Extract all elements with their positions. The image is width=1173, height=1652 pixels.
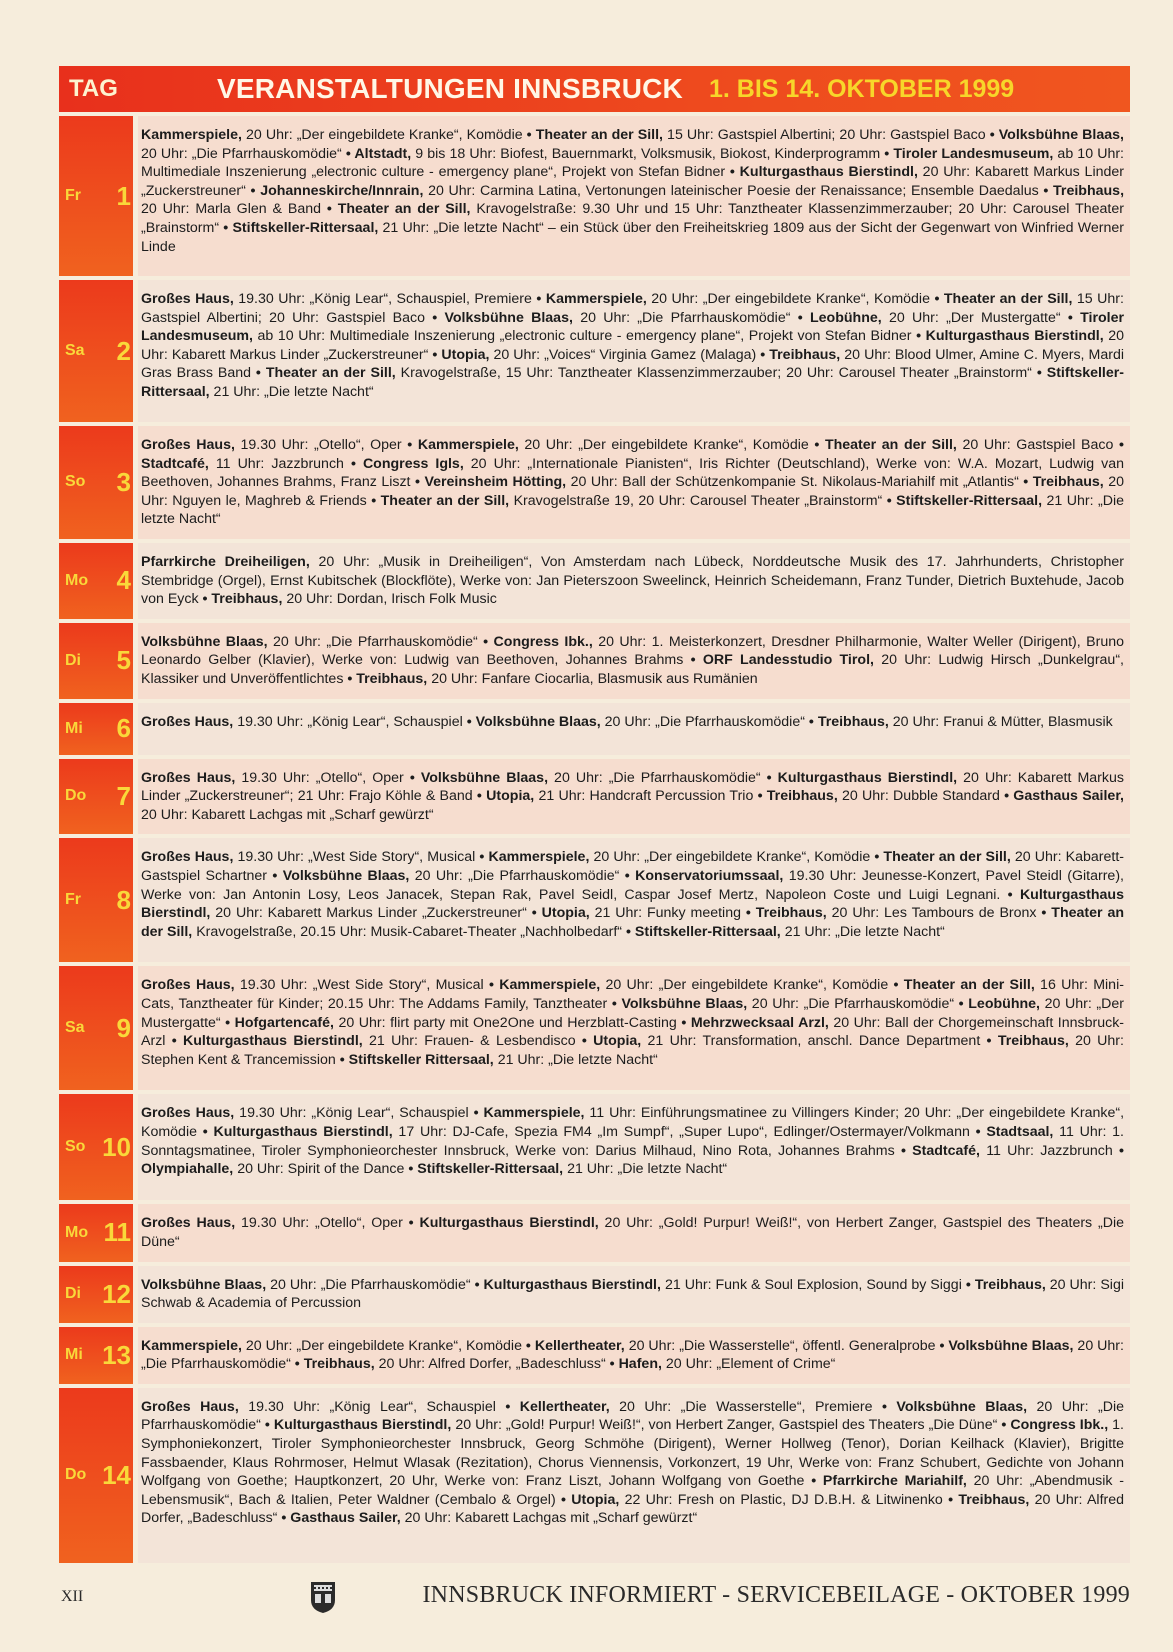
bullet-separator: • [220, 1014, 235, 1031]
venue-name: Treibhaus, [769, 346, 841, 363]
bullet-separator: • [366, 492, 381, 509]
venue-name: Leobühne, [809, 309, 882, 326]
bullet-separator: • [555, 1491, 572, 1508]
venue-name: Theater an der Sill, [535, 127, 663, 143]
venue-name: Volksbühne Blaas, [282, 867, 410, 884]
weekday-label: Di [65, 651, 81, 669]
venue-name: Volksbühne Blaas, [896, 1398, 1028, 1415]
bullet-separator: • [756, 346, 770, 363]
bullet-separator: • [997, 1417, 1011, 1434]
weekday-label: So [65, 1138, 86, 1156]
bullet-separator: • [1113, 437, 1124, 453]
day-number: 3 [116, 466, 131, 497]
venue-name: Treibhaus, [1032, 474, 1104, 491]
venue-name: Theater an der Sill, [824, 437, 957, 453]
venue-name: Stiftskeller-Rittersaal, [141, 365, 1125, 400]
venue-name: Utopia, [441, 346, 490, 363]
venue-name: Stiftskeller-Rittersaal, [417, 1161, 564, 1178]
bullet-separator: • [531, 291, 546, 307]
venue-name: Tiroler Landesmuseum, [893, 145, 1054, 162]
venue-name: Theater an der Sill, [903, 977, 1035, 994]
bullet-separator: • [870, 849, 884, 866]
bullet-separator: • [219, 219, 233, 236]
venue-name: Congress Ibk., [1010, 1417, 1109, 1434]
date-range: 1. BIS 14. OKTOBER 1999 [708, 74, 1015, 103]
venue-name: Treibhaus, [755, 905, 827, 922]
venue-name: Utopia, [486, 788, 535, 805]
bullet-separator: • [1018, 474, 1033, 491]
bullet-separator: • [335, 1051, 349, 1068]
bullet-separator: • [607, 995, 622, 1012]
bullet-separator: • [961, 1276, 975, 1293]
bullet-separator: • [475, 849, 489, 866]
weekday-label: Do [65, 787, 87, 805]
weekday-label: Mi [65, 719, 83, 737]
bullet-separator: • [1000, 886, 1020, 903]
events-text: Großes Haus, 19.30 Uhr: „König Lear“, Schauspiel, Premiere • Kammerspiele, 20 Uhr: „Der eingebildete Kranke“, Komödie • Theater an der Sill, 15 Uhr: Gastspiel Albertini; 20 Uhr: Gastspiel Baco • Volksbühne Blaas, 20 Uhr: „Die Pfarrhauskomödie“ • Leobühne, 20 Uhr: „Der Mustergatte“ • Tiroler Landesmuseum, ab 10 Uhr: Multimediale Inszenierung „electronic culture - emergency plane“, Projekt von Stefan Bidner • Kulturgasthaus Bierstindl, 20 Uhr: Kabarett Markus Linder „Zuckerstreuner“ • Utopia, 20 Uhr: „Voices“ Virginia Gamez (Malaga) • Treibhaus, 20 Uhr: Blood Ulmer, Amine C. Myers, Mardi Gras Brass Band • Theater an der Sill, Kravogelstraße, 15 Uhr: Tanztheater Klassenzimmerzauber; 20 Uhr: Carousel Theater „Brainstorm“ • Stiftskeller-Rittersaal, 21 Uhr: „Die letzte Nacht“ [138, 280, 1130, 422]
venue-name: Kellertheater, [519, 1398, 610, 1415]
venue-name: Kammerspiele, [141, 127, 242, 143]
bullet-separator: • [935, 1337, 949, 1354]
venue-name: Kulturgasthaus Bierstindl, [141, 886, 1124, 922]
page-title: VERANSTALTUNGEN INNSBRUCK [217, 73, 683, 104]
venue-name: Altstadt, [354, 145, 412, 162]
venue-name: Großes Haus, [141, 769, 236, 786]
venue-name: Treibhaus, [974, 1276, 1046, 1293]
bullet-separator: • [999, 788, 1014, 805]
day-cell [59, 1094, 133, 1200]
venue-name: Kellertheater, [534, 1337, 625, 1354]
day-cell [59, 966, 133, 1090]
events-text: Kammerspiele, 20 Uhr: „Der eingebildete Kranke“, Komödie • Kellertheater, 20 Uhr: „Die Wasserstelle“, öffentl. Generalprobe • Volksbühne Blaas, 20 Uhr: „Die Pfarrhauskomödie“ • Treibhaus, 20 Uhr: Alfred Dorfer, „Badeschluss“ • Hafen, 20 Uhr: „Element of Crime“ [138, 1327, 1130, 1384]
weekday-label: Mi [65, 1346, 83, 1364]
venue-name: Großes Haus, [141, 1398, 239, 1415]
bullet-separator: • [808, 437, 825, 453]
venue-name: Pfarrkirche Mariahilf, [822, 1473, 967, 1490]
bullet-separator: • [277, 1510, 291, 1527]
bullet-separator: • [526, 905, 542, 922]
venue-name: Gasthaus Sailer, [1013, 788, 1124, 805]
events-text: Großes Haus, 19.30 Uhr: „König Lear“, Schauspiel • Volksbühne Blaas, 20 Uhr: „Die Pfarrhauskomödie“ • Treibhaus, 20 Uhr: Franui & Mütter, Blasmusik [138, 703, 1130, 755]
day-cell [59, 116, 133, 276]
day-number: 11 [103, 1217, 131, 1248]
day-number: 4 [116, 565, 131, 596]
bullet-separator: • [888, 977, 904, 994]
day-row [59, 966, 1130, 1090]
events-text: Kammerspiele, 20 Uhr: „Der eingebildete Kranke“, Komödie • Theater an der Sill, 15 Uhr: Gastspiel Albertini; 20 Uhr: Gastspiel Baco • Volksbühne Blaas, 20 Uhr: „Die Pfarrhauskomödie“ • Altstadt, 9 bis 18 Uhr: Biofest, Bauernmarkt, Volksmusik, Biokost, Kinderprogramm • Tiroler Landesmuseum, ab 10 Uhr: Multimediale Inszenierung „electronic culture - emergency plane“, Projekt von Stefan Bidner • Kulturgasthaus Bierstindl, 20 Uhr: Kabarett Markus Linder „Zuckerstreuner“ • Johanneskirche/Innrain, 20 Uhr: Carmina Latina, Vertonungen lateinischer Poesie der Renaissance; Ensemble Daedalus • Treibhaus, 20 Uhr: Marla Glen & Band • Theater an der Sill, Kravogelstraße: 9.30 Uhr und 15 Uhr: Tanztheater Klassenzimmerzauber; 20 Uhr: Carousel Theater „Brainstorm“ • Stiftskeller-Rittersaal, 21 Uhr: „Die letzte Nacht“ – ein Stück über den Freiheitskrieg 1809 aus der Sicht der Gegenwart von Winfried Werner Linde [138, 116, 1130, 276]
venue-name: Theater an der Sill, [265, 365, 396, 382]
bullet-separator: • [605, 1356, 619, 1373]
venue-name: Kulturgasthaus Bierstindl, [925, 328, 1104, 345]
venue-name: Treibhaus, [356, 670, 428, 687]
events-text: Großes Haus, 19.30 Uhr: „West Side Story“, Musical • Kammerspiele, 20 Uhr: „Der eingebildete Kranke“, Komödie • Theater an der Sill, 16 Uhr: Mini-Cats, Tanztheater für Kinder; 20.15 Uhr: The Addams Family, Tanztheater • Volksbühne Blaas, 20 Uhr: „Die Pfarrhauskomödie“ • Leobühne, 20 Uhr: „Der Mustergatte“ • Hofgartencafé, 20 Uhr: flirt party mit One2One und Herzblatt-Casting • Mehrzwecksaal Arzl, 20 Uhr: Ball der Chorgemeinschaft Innsbruck-Arzl • Kulturgasthaus Bierstindl, 21 Uhr: Frauen- & Lesbendisco • Utopia, 21 Uhr: Transformation, anschl. Dance Department • Treibhaus, 20 Uhr: Stephen Kent & Trancemission • Stiftskeller Rittersaal, 21 Uhr: „Die letzte Nacht“ [138, 966, 1130, 1090]
weekday-label: Do [65, 1466, 87, 1484]
calendar-header [59, 66, 1130, 112]
day-cell [59, 838, 133, 962]
venue-name: Treibhaus, [958, 1491, 1030, 1508]
venue-name: Treibhaus, [766, 788, 838, 805]
venue-name: Kulturgasthaus Bierstindl, [273, 1417, 452, 1434]
day-cell [59, 426, 133, 539]
venue-name: Theater an der Sill, [943, 291, 1073, 307]
day-row [59, 623, 1130, 699]
venue-name: Großes Haus, [141, 1105, 235, 1122]
venue-name: Volksbühne Blaas, [420, 769, 549, 786]
venue-name: Treibhaus, [997, 1033, 1069, 1050]
venue-name: Großes Haus, [141, 977, 235, 994]
bullet-separator: • [483, 977, 500, 994]
bullet-separator: • [245, 182, 261, 199]
venue-name: Volksbühne Blaas, [621, 995, 748, 1012]
venue-name: Utopia, [593, 1033, 642, 1050]
bullet-separator: • [683, 652, 703, 669]
day-number: 9 [116, 1012, 131, 1043]
weekday-label: Sa [65, 1019, 85, 1037]
venue-name: Treibhaus, [211, 591, 283, 608]
bullet-separator: • [521, 1337, 535, 1354]
bullet-separator: • [403, 769, 421, 786]
day-cell [59, 759, 133, 835]
venue-name: Theater an der Sill, [141, 905, 1125, 940]
bullet-separator: • [522, 127, 536, 143]
venue-name: Pfarrkirche Dreiheiligen, [141, 553, 310, 570]
events-text: Volksbühne Blaas, 20 Uhr: „Die Pfarrhauskomödie“ • Congress Ibk., 20 Uhr: 1. Meisterkonzert, Dresdner Philharmonie, Walter Weller (Dirigent), Bruno Leonardo Gelber (Klavier), Werke von: Ludwig van Beethoven, Johannes Brahms • ORF Landesstudio Tirol, 20 Uhr: Ludwig Hirsch „Dunkelgrau“, Klassiker und Unveröffentlichtes • Treibhaus, 20 Uhr: Fanfare Ciocarlia, Blasmusik aus Rumänien [138, 623, 1130, 699]
bullet-separator: • [980, 1033, 998, 1050]
venue-name: Stiftskeller-Rittersaal, [232, 219, 379, 236]
bullet-separator: • [1060, 309, 1081, 326]
events-text: Großes Haus, 19.30 Uhr: „König Lear“, Schauspiel • Kellertheater, 20 Uhr: „Die Wasserstelle“, Premiere • Volksbühne Blaas, 20 Uhr: „Die Pfarrhauskomödie“ • Kulturgasthaus Bierstindl, 20 Uhr: „Gold! Purpur! Weiß!“, von Herbert Zanger, Gastspiel des Theaters „Die Düne“ • Congress Ibk., 1. Symphoniekonzert, Tiroler Symphonieorchester Innsbruck, Georg Schmöhe (Dirigent), Werner Hollweg (Tenor), Dorian Keilhack (Klavier), Brigitte Fassbaender, Klaus Rohrmoser, Helmut Wlasak (Rezitation), Chorus Viennensis, Vorkonzert, 19 Uhr, Werke von: Franz Schubert, Gedichte von Johann Wolfgang von Goethe; Hauptkonzert, 20 Uhr, Werke von: Franz Liszt, Johann Wolfgang von Goethe • Pfarrkirche Mariahilf, 20 Uhr: „Abendmusik - Lebensmusik“, Bach & Italien, Peter Waldner (Cembalo & Orgel) • Utopia, 22 Uhr: Fresh on Plastic, DJ D.B.H. & Litwinenko • Treibhaus, 20 Uhr: Alfred Dorfer, „Badeschluss“ • Gasthaus Sailer, 20 Uhr: Kabarett Lachgas mit „Scharf gewürzt“ [138, 1388, 1130, 1563]
venue-name: Großes Haus, [141, 437, 235, 453]
venue-name: ORF Landesstudio Tirol, [702, 652, 874, 669]
venue-name: Großes Haus, [141, 713, 234, 730]
venue-name: Stiftskeller-Rittersaal, [896, 492, 1043, 509]
bullet-separator: • [880, 145, 894, 162]
venue-name: Kammerspiele, [499, 977, 601, 994]
bullet-separator: • [341, 145, 355, 162]
venue-name: Utopia, [571, 1491, 620, 1508]
bullet-separator: • [1031, 365, 1047, 382]
venue-name: Johanneskirche/Innrain, [260, 182, 424, 199]
bullet-separator: • [619, 867, 636, 884]
weekday-label: Sa [65, 342, 85, 359]
events-text: Großes Haus, 19.30 Uhr: „Otello“, Oper • Kammerspiele, 20 Uhr: „Der eingebildete Kranke“, Komödie • Theater an der Sill, 20 Uhr: Gastspiel Baco • Stadtcafé, 11 Uhr: Jazzbrunch • Congress Igls, 20 Uhr: „Internationale Pianisten“, Iris Richter (Deutschland), Werke von: W.A. Mozart, Ludwig van Beethoven, Johannes Brahms, Franz Liszt • Vereinsheim Hötting, 20 Uhr: Ball der Schützenkompanie St. Nikolaus-Mariahilf mit „Atlantis“ • Treibhaus, 20 Uhr: Nguyen le, Maghreb & Friends • Theater an der Sill, Kravogelstraße 19, 20 Uhr: Carousel Theater „Brainstorm“ • Stiftskeller-Rittersaal, 21 Uhr: „Die letzte Nacht“ [138, 426, 1130, 539]
venue-name: Treibhaus, [1053, 182, 1125, 199]
bullet-separator: • [725, 164, 740, 181]
bullet-separator: • [929, 291, 944, 307]
day-row [59, 426, 1130, 539]
venue-name: Kammerspiele, [141, 1337, 242, 1354]
innsbruck-crest-icon [310, 1580, 336, 1614]
venue-name: Tiroler Landesmuseum, [141, 309, 1125, 345]
bullet-separator: • [462, 713, 476, 730]
venue-name: Leobühne, [968, 995, 1040, 1012]
venue-name: Volksbühne Blaas, [444, 309, 573, 326]
events-text: Pfarrkirche Dreiheiligen, 20 Uhr: „Musik in Dreiheiligen“, Von Amsterdam nach Lübeck, Norddeutsche Musik des 17. Jahrhunderts, Christopher Stembridge (Orgel), Ernst Kubitschek (Blockflöte), Werke von: Jan Pieterszoon Sweelinck, Heinrich Scheidemann, Franz Tunder, Dietrich Buxtehude, Jacob von Eyck • Treibhaus, 20 Uhr: Dordan, Irisch Folk Music [138, 543, 1130, 619]
venue-name: Kammerspiele, [483, 1105, 585, 1122]
venue-name: Kulturgasthaus Bierstindl, [183, 1033, 363, 1050]
day-cell [59, 1388, 133, 1563]
weekday-label: Di [65, 1285, 81, 1303]
bullet-separator: • [741, 905, 756, 922]
venue-name: Vereinsheim Hötting, [424, 474, 567, 491]
weekday-label: Fr [65, 187, 81, 204]
venue-name: Kulturgasthaus Bierstindl, [213, 1123, 393, 1140]
bullet-separator: • [321, 201, 338, 218]
day-cell [59, 543, 133, 619]
page-footer [59, 1580, 1130, 1614]
venue-name: Congress Ibk., [493, 633, 593, 650]
day-cell [59, 1327, 133, 1384]
venue-name: Volksbühne Blaas, [141, 633, 268, 650]
weekday-label: So [65, 473, 86, 491]
venue-name: Konservatoriumssaal, [635, 867, 784, 884]
bullet-separator: • [1112, 1142, 1124, 1159]
bullet-separator: • [872, 1398, 897, 1415]
bullet-separator: • [402, 1215, 420, 1232]
venue-name: Stiftskeller-Rittersaal, [634, 923, 781, 940]
bullet-separator: • [472, 788, 487, 805]
day-cell [59, 1266, 133, 1323]
bullet-separator: • [428, 346, 442, 363]
day-number: 1 [116, 180, 131, 211]
bullet-separator: • [251, 365, 266, 382]
day-row [59, 1094, 1130, 1200]
bullet-separator: • [804, 1473, 823, 1490]
day-row [59, 703, 1130, 755]
day-row [59, 1204, 1130, 1261]
venue-name: Volksbühne Blaas, [141, 1276, 267, 1293]
venue-name: Stiftskeller Rittersaal, [348, 1051, 494, 1068]
venue-name: Treibhaus, [817, 713, 889, 730]
bullet-separator: • [401, 437, 418, 453]
bullet-separator: • [575, 1033, 594, 1050]
day-row [59, 116, 1130, 276]
bullet-separator: • [197, 1123, 214, 1140]
bullet-separator: • [165, 1033, 183, 1050]
venue-name: Kammerspiele, [488, 849, 590, 866]
venue-name: Theater an der Sill, [380, 492, 510, 509]
day-row [59, 1266, 1130, 1323]
venue-name: Volksbühne Blaas, [475, 713, 601, 730]
day-row [59, 759, 1130, 835]
events-text: Großes Haus, 19.30 Uhr: „Otello“, Oper • Volksbühne Blaas, 20 Uhr: „Die Pfarrhauskomödie“ • Kulturgasthaus Bierstindl, 20 Uhr: Kabarett Markus Linder „Zuckerstreuner“; 21 Uhr: Frajo Köhle & Band • Utopia, 21 Uhr: Handcraft Percussion Trio • Treibhaus, 20 Uhr: Dubble Standard • Gasthaus Sailer, 20 Uhr: Kabarett Lachgas mit „Scharf gewürzt“ [138, 759, 1130, 835]
bullet-separator: • [882, 492, 897, 509]
day-row [59, 1388, 1130, 1563]
day-number: 2 [116, 335, 131, 366]
day-cell [59, 280, 133, 422]
bullet-separator: • [424, 309, 445, 326]
venue-name: Kulturgasthaus Bierstindl, [777, 769, 958, 786]
venue-name: Theater an der Sill, [883, 849, 1011, 866]
venue-name: Treibhaus, [303, 1356, 375, 1373]
venue-name: Großes Haus, [141, 849, 234, 866]
bullet-separator: • [468, 1105, 484, 1122]
venue-name: Hafen, [618, 1356, 662, 1373]
bullet-separator: • [622, 923, 635, 940]
venue-name: Stadtcafé, [912, 1142, 980, 1159]
bullet-separator: • [954, 995, 969, 1012]
bullet-separator: • [404, 1161, 418, 1178]
venue-name: Kulturgasthaus Bierstindl, [483, 1276, 661, 1293]
bullet-separator: • [760, 769, 778, 786]
events-calendar [59, 66, 1130, 1563]
venue-name: Kammerspiele, [417, 437, 519, 453]
day-list [59, 116, 1130, 1563]
weekday-label: Mo [65, 571, 89, 589]
venue-name: Gasthaus Sailer, [290, 1510, 401, 1527]
bullet-separator: • [198, 591, 212, 608]
bullet-separator: • [290, 1356, 304, 1373]
venue-name: Kammerspiele, [545, 291, 647, 307]
day-number: 5 [116, 645, 131, 676]
events-text: Volksbühne Blaas, 20 Uhr: „Die Pfarrhauskomödie“ • Kulturgasthaus Bierstindl, 21 Uhr: Funk & Soul Explosion, Sound by Siggi • Treibhaus, 20 Uhr: Sigi Schwab & Academia of Percussion [138, 1266, 1130, 1323]
day-row [59, 838, 1130, 962]
day-number: 10 [102, 1131, 131, 1162]
bullet-separator: • [804, 713, 818, 730]
publication-title: INNSBRUCK INFORMIERT - SERVICEBEILAGE - OKTOBER 1999 [422, 1582, 1130, 1608]
bullet-separator: • [969, 1123, 987, 1140]
venue-name: Großes Haus, [141, 291, 234, 307]
events-text: Großes Haus, 19.30 Uhr: „West Side Story“, Musical • Kammerspiele, 20 Uhr: „Der eingebildete Kranke“, Komödie • Theater an der Sill, 20 Uhr: Kabarett-Gastspiel Schartner • Volksbühne Blaas, 20 Uhr: „Die Pfarrhauskomödie“ • Konservatoriumssaal, 19.30 Uhr: Jeunesse-Konzert, Pavel Steidl (Gitarre), Werke von: Jan Antonin Losy, Leos Janacek, Stepan Rak, Pavel Seidl, Caspar Josef Mertz, Napoleon Coste und Luigi Legnani. • Kulturgasthaus Bierstindl, 20 Uhr: Kabarett Markus Linder „Zuckerstreuner“ • Utopia, 21 Uhr: Funky meeting • Treibhaus, 20 Uhr: Les Tambours de Bronx • Theater an der Sill, Kravogelstraße, 20.15 Uhr: Musik-Cabaret-Theater „Nachholbedarf“ • Stiftskeller-Rittersaal, 21 Uhr: „Die letzte Nacht“ [138, 838, 1130, 962]
bullet-separator: • [790, 309, 810, 326]
bullet-separator: • [753, 788, 767, 805]
venue-name: Congress Igls, [362, 455, 464, 472]
bullet-separator: • [911, 328, 926, 345]
events-text: Großes Haus, 19.30 Uhr: „Otello“, Oper • Kulturgasthaus Bierstindl, 20 Uhr: „Gold! Purpur! Weiß!“, von Herbert Zanger, Gastspiel des Theaters „Die Düne“ [138, 1204, 1130, 1261]
bullet-separator: • [985, 127, 999, 143]
weekday-label: Mo [65, 1223, 89, 1241]
venue-name: Olympiahalle, [141, 1161, 234, 1178]
day-row [59, 280, 1130, 422]
bullet-separator: • [676, 1014, 691, 1031]
bullet-separator: • [470, 1276, 484, 1293]
day-number: 7 [116, 780, 131, 811]
bullet-separator: • [410, 474, 425, 491]
bullet-separator: • [267, 867, 283, 884]
day-cell [59, 1204, 133, 1261]
weekday-label: Fr [65, 891, 81, 909]
day-row [59, 543, 1130, 619]
venue-name: Großes Haus, [141, 1215, 236, 1232]
day-cell [59, 623, 133, 699]
bullet-separator: • [477, 633, 494, 650]
venue-name: Stadtsaal, [986, 1123, 1054, 1140]
bullet-separator: • [942, 1491, 959, 1508]
day-number: 8 [116, 884, 131, 915]
events-text: Großes Haus, 19.30 Uhr: „König Lear“, Schauspiel • Kammerspiele, 11 Uhr: Einführungsmatinee zu Villingers Kinder; 20 Uhr: „Der eingebildete Kranke“, Komödie • Kulturgasthaus Bierstindl, 17 Uhr: DJ-Cafe, Spezia FM4 „Im Sumpf“, „Super Lupo“, Edlinger/Ostermayer/Volkmann • Stadtsaal, 11 Uhr: 1. Sonntagsmatinee, Tiroler Symphonieorchester Innsbruck, Werke von: Darius Milhaud, Nino Rota, Johannes Brahms • Stadtcafé, 11 Uhr: Jazzbrunch • Olympiahalle, 20 Uhr: Spirit of the Dance • Stiftskeller-Rittersaal, 21 Uhr: „Die letzte Nacht“ [138, 1094, 1130, 1200]
bullet-separator: • [1036, 905, 1052, 922]
venue-name: Stadtcafé, [141, 455, 209, 472]
day-number: 13 [102, 1339, 131, 1370]
bullet-separator: • [343, 455, 363, 472]
page-number: XII [61, 1588, 84, 1605]
day-number: 12 [102, 1278, 131, 1309]
venue-name: Kulturgasthaus Bierstindl, [739, 164, 918, 181]
day-cell [59, 703, 133, 755]
day-number: 14 [102, 1459, 131, 1490]
venue-name: Volksbühne Blaas, [998, 127, 1124, 143]
bullet-separator: • [495, 1398, 520, 1415]
header-tag-label: TAG [69, 75, 118, 102]
bullet-separator: • [343, 670, 357, 687]
venue-name: Hofgartencafé, [234, 1014, 334, 1031]
day-row [59, 1327, 1130, 1384]
venue-name: Theater an der Sill, [337, 201, 471, 218]
bullet-separator: • [894, 1142, 913, 1159]
venue-name: Volksbühne Blaas, [948, 1337, 1074, 1354]
bullet-separator: • [260, 1417, 274, 1434]
day-number: 6 [116, 713, 131, 744]
venue-name: Utopia, [541, 905, 590, 922]
venue-name: Kulturgasthaus Bierstindl, [419, 1215, 599, 1232]
venue-name: Mehrzwecksaal Arzl, [690, 1014, 829, 1031]
bullet-separator: • [1038, 182, 1054, 199]
